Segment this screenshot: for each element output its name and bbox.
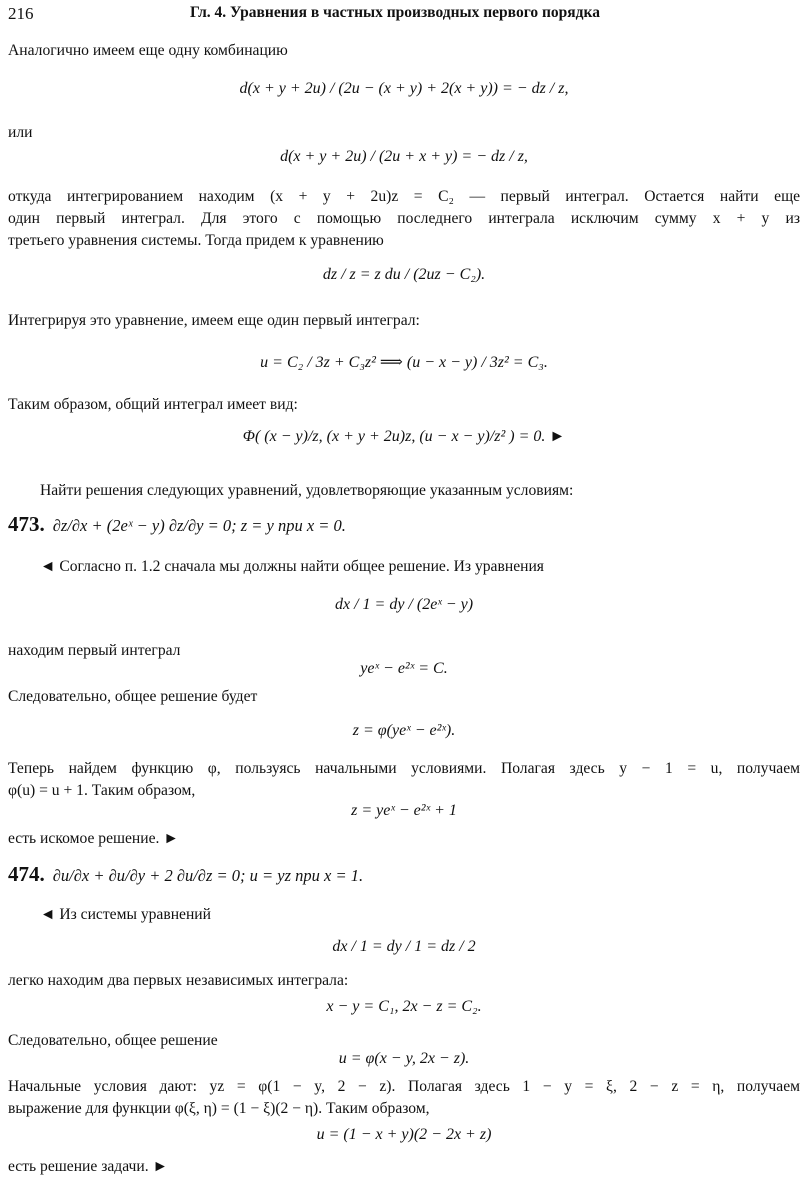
equation-3: dz / z = z du / (2uz − C₂). [322,266,486,283]
paragraph-4: Интегрируя это уравнение, имеем еще один первый интеграл: [8,312,420,329]
equation-9: z = yeˣ − e²ˣ + 1 [351,802,457,819]
equation-7: yeˣ − e²ˣ = C. [360,660,448,677]
paragraph-8: находим первый интеграл [8,642,181,659]
paragraph-15a: Начальные условия дают: yz = φ(1 − y, 2 − z). Полагая здесь 1 − y = ξ, 2 − z = η, получаем [8,1078,800,1095]
paragraph-5: Таким образом, общий интеграл имеет вид: [8,396,298,413]
paragraph-15b: выражение для функции φ(ξ, η) = (1 − ξ)(2 − η). Таким образом, [8,1100,430,1117]
paragraph-10a: Теперь найдем функцию φ, пользуясь начальными условиями. Полагая здесь y − 1 = u, получаем [8,760,800,777]
equation-2: d(x + y + 2u) / (2u + x + y) = − dz / z, [280,148,528,165]
paragraph-3b: один первый интеграл. Для этого с помощью последнего интеграла исключим сумму x + y из [8,210,800,227]
paragraph-1: Аналогично имеем еще одну комбинацию [8,42,288,59]
equation-12: u = φ(x − y, 2x − z). [338,1050,470,1067]
equation-1: d(x + y + 2u) / (2u − (x + y) + 2(x + y)) = − dz / z, [239,80,569,97]
equation-6: dx / 1 = dy / (2eˣ − y) [334,596,474,613]
equation-10: dx / 1 = dy / 1 = dz / 2 [332,938,476,955]
running-title: Гл. 4. Уравнения в частных производных первого порядка [190,4,600,21]
page-header [8,4,800,26]
paragraph-2: или [8,124,33,141]
paragraph-3c: третьего уравнения системы. Тогда придем к уравнению [8,232,384,249]
paragraph-16: есть решение задачи. ► [8,1158,168,1175]
paragraph-10b: φ(u) = u + 1. Таким образом, [8,782,196,799]
problem-473 [8,512,346,537]
problem-474 [8,862,363,887]
problem-474-number: 474. [8,862,45,886]
problem-473-number: 473. [8,512,45,536]
paragraph-12: ◄ Из системы уравнений [40,906,211,923]
equation-4: u = C₂ / 3z + C₃z² ⟹ (u − x − y) / 3z² = C₃. [260,354,548,371]
paragraph-3a: откуда интегрированием находим (x + y + 2u)z = C₂ — первый интеграл. Остается найти еще [8,188,800,205]
paragraph-9: Следовательно, общее решение будет [8,688,258,705]
paragraph-13: легко находим два первых независимых интеграла: [8,972,349,989]
equation-11: x − y = C₁, 2x − z = C₂. [326,998,482,1015]
problem-474-statement: ∂u/∂x + ∂u/∂y + 2 ∂u/∂z = 0; u = yz при x = 1. [52,866,364,885]
paragraph-7: ◄ Согласно п. 1.2 сначала мы должны найти общее решение. Из уравнения [40,558,544,575]
paragraph-14: Следовательно, общее решение [8,1032,218,1049]
equation-13: u = (1 − x + y)(2 − 2x + z) [316,1126,492,1143]
page-number: 216 [8,4,34,23]
problem-473-statement: ∂z/∂x + (2eˣ − y) ∂z/∂y = 0; z = y при x = 0. [52,516,346,535]
paragraph-11: есть искомое решение. ► [8,830,179,847]
equation-5: Φ( (x − y)/z, (x + y + 2u)z, (u − x − y)/z² ) = 0. ► [242,428,566,445]
paragraph-6: Найти решения следующих уравнений, удовлетворяющие указанным условиям: [40,482,574,499]
equation-8: z = φ(yeˣ − e²ˣ). [352,722,456,739]
